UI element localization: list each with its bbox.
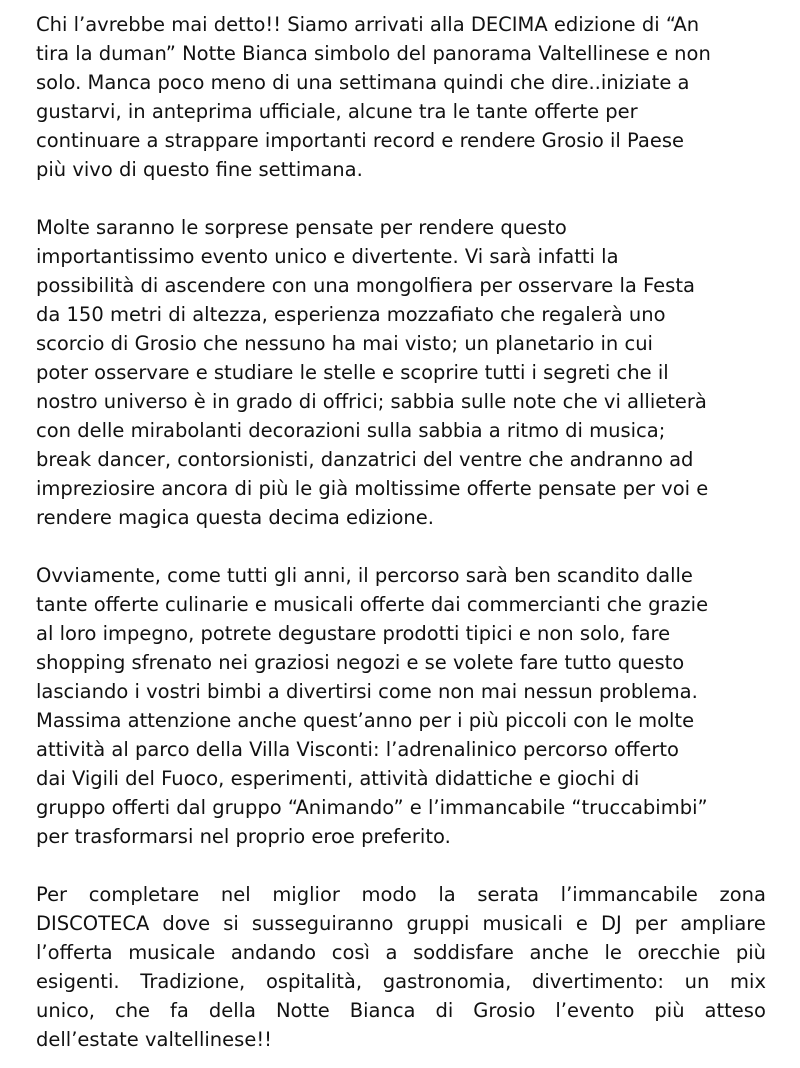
paragraph-intro [36, 10, 766, 184]
text-word: per [634, 912, 668, 935]
paragraph-closing [36, 880, 766, 1054]
text-word: si [223, 912, 239, 935]
text-line: break dancer, contorsionisti, danzatrici del ventre che andranno ad [36, 448, 694, 471]
text-word: dove [162, 912, 211, 935]
text-line: poter osservare e studiare le stelle e scoprire tutti i segreti che il [36, 361, 669, 384]
text-word: fa [170, 999, 189, 1022]
text-word: Grosio [473, 999, 536, 1022]
text-word: Notte [275, 999, 330, 1022]
text-word: andando [230, 941, 317, 964]
text-line: tira la duman” Notte Bianca simbolo del panorama Valtellinese e non [36, 42, 711, 65]
text-word: unico, [36, 999, 95, 1022]
text-word: gruppi [406, 912, 470, 935]
document-page [36, 10, 766, 1054]
text-line: lasciando i vostri bimbi a divertirsi come non mai nessun problema. [36, 680, 698, 703]
text-word: serata [477, 883, 540, 906]
paragraph-offers [36, 561, 766, 851]
text-line: tante offerte culinarie e musicali offerte dai commercianti che grazie [36, 593, 709, 616]
text-word: musicale [128, 941, 216, 964]
text-word: soddisfare [413, 941, 514, 964]
text-word: la [438, 883, 456, 906]
text-word: e [575, 912, 588, 935]
text-line: shopping sfrenato nei graziosi negozi e se volete fare tutto questo [36, 651, 685, 674]
text-line: Massima attenzione anche quest’anno per i più piccoli con le molte [36, 709, 695, 732]
text-line: dai Vigili del Fuoco, esperimenti, attività didattiche e giochi di [36, 767, 640, 790]
text-line [36, 996, 766, 1025]
text-word: così [331, 941, 370, 964]
text-line: importantissimo evento unico e divertente. Vi sarà infatti la [36, 245, 619, 268]
text-word: orecchie [637, 941, 721, 964]
text-line: più vivo di questo fine settimana. [36, 158, 363, 181]
text-line: gustarvi, in anteprima ufficiale, alcune tra le tante offerte per [36, 100, 638, 123]
text-word: DISCOTECA [36, 912, 150, 935]
text-word: nel [220, 883, 251, 906]
text-word: un [684, 970, 710, 993]
text-line: Chi l’avrebbe mai detto!! Siamo arrivati alla DECIMA edizione di “An [36, 13, 700, 36]
text-word: musicali [482, 912, 563, 935]
text-line: scorcio di Grosio che nessuno ha mai visto; un planetario in cui [36, 332, 653, 355]
text-word: le [604, 941, 622, 964]
text-line: solo. Manca poco meno di una settimana quindi che dire..iniziate a [36, 71, 690, 94]
text-word: DJ [600, 912, 622, 935]
text-word: susseguiranno [251, 912, 394, 935]
text-line: Ovviamente, come tutti gli anni, il percorso sarà ben scandito dalle [36, 564, 693, 587]
text-line: da 150 metri di altezza, esperienza mozzafiato che regalerà uno [36, 303, 666, 326]
text-word: divertimento: [531, 970, 664, 993]
text-line [36, 880, 766, 909]
text-word: di [435, 999, 454, 1022]
text-line: nostro universo è in grado di offrici; sabbia sulle note che vi allieterà [36, 390, 707, 413]
text-word: più [654, 999, 685, 1022]
text-line: possibilità di ascendere con una mongolfiera per osservare la Festa [36, 274, 695, 297]
text-word: l’immancabile [560, 883, 698, 906]
text-word: Bianca [349, 999, 416, 1022]
text-line [36, 909, 766, 938]
paragraph-surprises [36, 213, 766, 532]
text-word: atteso [704, 999, 766, 1022]
text-word: anche [529, 941, 589, 964]
text-word: completare [88, 883, 200, 906]
text-word: modo [361, 883, 417, 906]
text-word: che [114, 999, 151, 1022]
text-word: ampliare [680, 912, 766, 935]
text-word: più [735, 941, 766, 964]
text-line: per trasformarsi nel proprio eroe preferito. [36, 825, 451, 848]
text-word: mix [730, 970, 766, 993]
text-line: rendere magica questa decima edizione. [36, 506, 434, 529]
text-line: continuare a strappare importanti record e rendere Grosio il Paese [36, 129, 685, 152]
text-line: al loro impegno, potrete degustare prodotti tipici e non solo, fare [36, 622, 671, 645]
text-line [36, 938, 766, 967]
text-word: l’offerta [36, 941, 113, 964]
text-word: gastronomia, [382, 970, 512, 993]
text-word: ospitalità, [265, 970, 363, 993]
text-word: Tradizione, [140, 970, 246, 993]
text-word: zona [719, 883, 766, 906]
text-line: dell’estate valtellinese!! [36, 1028, 272, 1051]
text-word: Per [36, 883, 68, 906]
text-word: esigenti. [36, 970, 120, 993]
text-line: con delle mirabolanti decorazioni sulla sabbia a ritmo di musica; [36, 419, 666, 442]
text-word: l’evento [555, 999, 635, 1022]
text-word: della [208, 999, 256, 1022]
text-word: a [385, 941, 398, 964]
text-line: attività al parco della Villa Visconti: l’adrenalinico percorso offerto [36, 738, 679, 761]
text-line: gruppo offerti dal gruppo “Animando” e l’immancabile “truccabimbi” [36, 796, 708, 819]
text-line: impreziosire ancora di più le già moltissime offerte pensate per voi e [36, 477, 709, 500]
text-line [36, 967, 766, 996]
text-word: miglior [272, 883, 340, 906]
text-line: Molte saranno le sorprese pensate per rendere questo [36, 216, 567, 239]
